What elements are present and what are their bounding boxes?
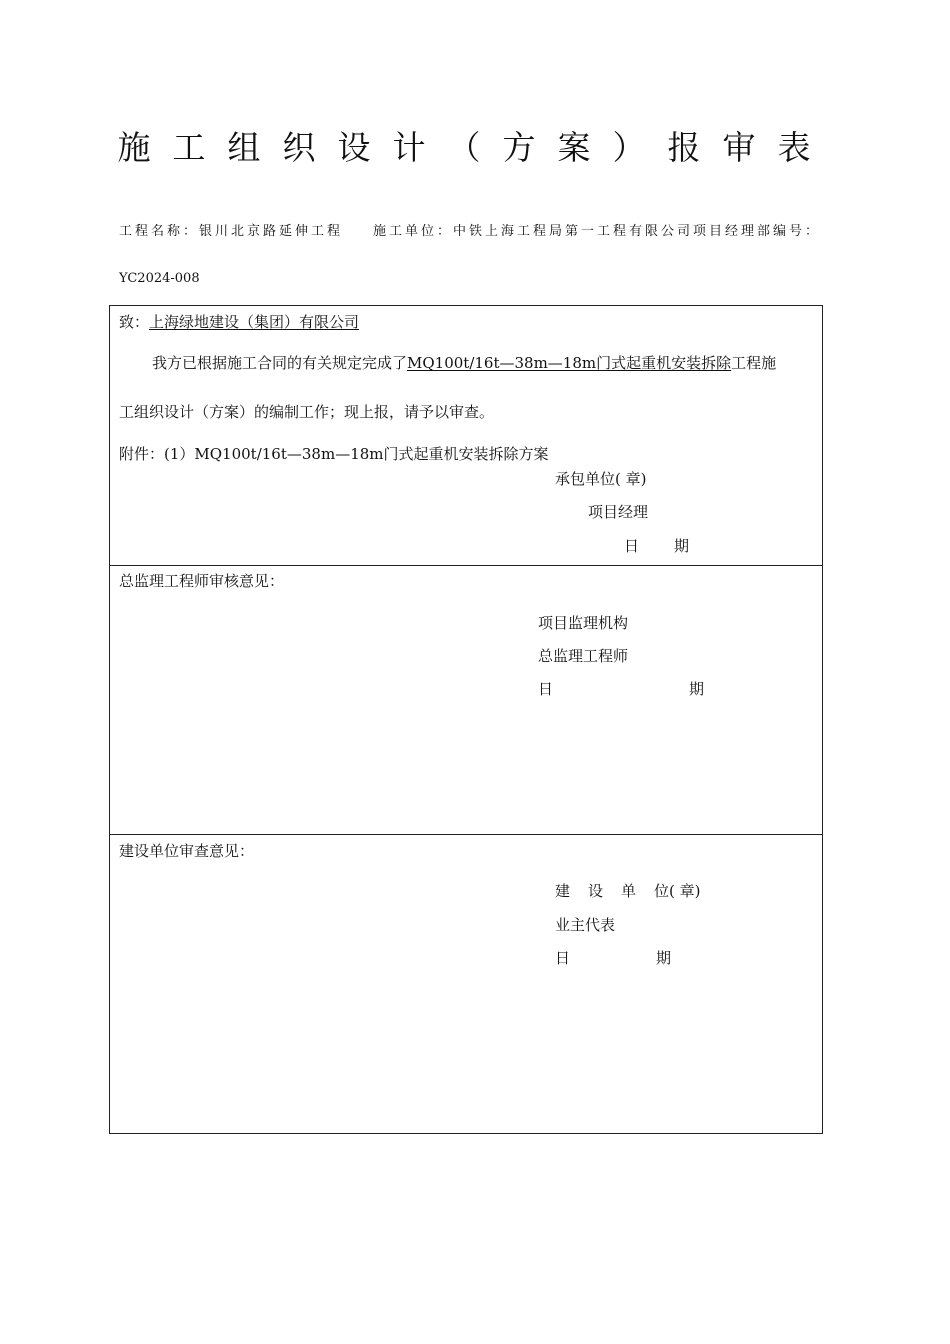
owner-seal-label: 建 设 单 位( 章) — [555, 882, 701, 900]
attachment-line: 附件：(1）MQ100t/16t—38m—18m门式起重机安装拆除方案 — [119, 445, 549, 463]
submission-date-label: 日 期 — [624, 537, 690, 555]
form-number: YC2024-008 — [119, 271, 200, 286]
body-prefix: 我方已根据施工合同的有关规定完成了 — [152, 354, 408, 372]
submission-body-line2: 工组织设计（方案）的编制工作；现上报，请予以审查。 — [119, 403, 495, 421]
supervisor-heading: 总监理工程师审核意见： — [119, 572, 285, 590]
supervisor-section — [110, 566, 822, 835]
body-suffix: 工程施 — [731, 354, 777, 372]
contractor-seal-label: 承包单位( 章) — [555, 470, 647, 488]
owner-heading: 建设单位审查意见： — [119, 842, 255, 860]
submission-section — [110, 306, 822, 566]
chief-engineer-label: 总监理工程师 — [538, 647, 629, 665]
owner-section — [110, 835, 822, 1133]
owner-representative-label: 业主代表 — [555, 916, 616, 934]
project-manager-label: 项目经理 — [588, 503, 649, 521]
submission-body-line1 — [152, 352, 776, 373]
header-line — [119, 220, 821, 239]
recipient-prefix: 致： — [119, 313, 150, 331]
supervision-org-label: 项目监理机构 — [538, 614, 629, 632]
owner-date-label: 日 期 — [555, 949, 672, 967]
recipient-company: 上海绿地建设（集团）有限公司 — [149, 313, 360, 331]
supervisor-date-label: 日 期 — [538, 680, 705, 698]
form-title: 施工组织设计（方案）报审表 — [117, 128, 833, 167]
project-name: 工程名称：银川北京路延伸工程 — [119, 224, 344, 239]
body-project: MQ100t/16t—38m—18m门式起重机安装拆除 — [407, 354, 732, 372]
contractor-name: 施工单位：中铁上海工程局第一工程有限公司项目经理部编号： — [373, 224, 822, 239]
approval-form-table — [109, 305, 823, 1134]
recipient-line — [119, 311, 359, 332]
